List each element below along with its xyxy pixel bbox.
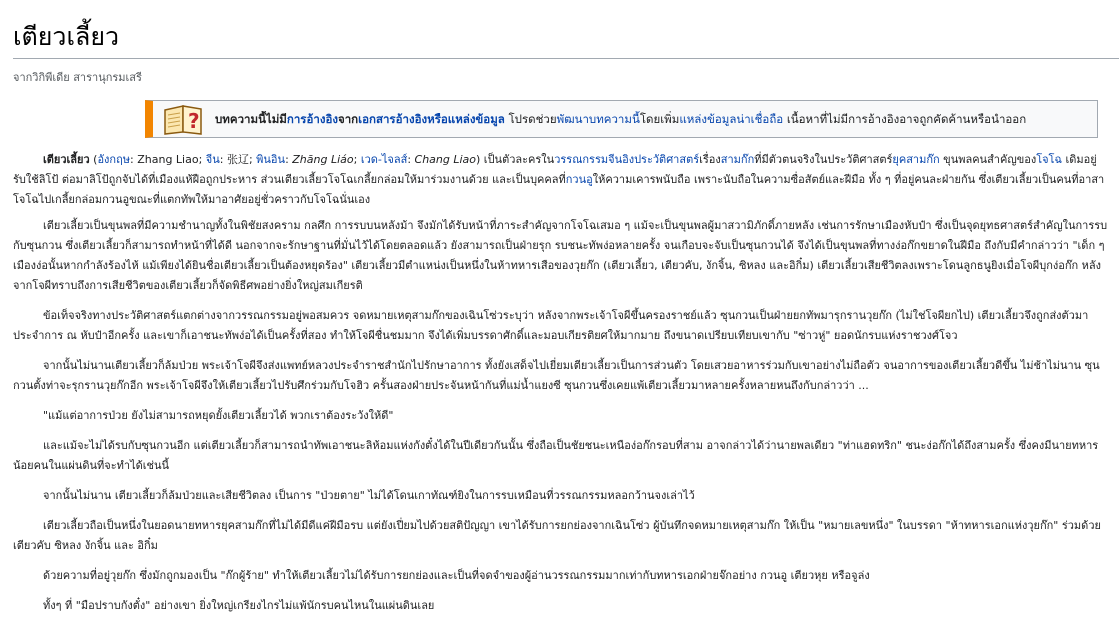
text-run: ให้ความเคารพนับถือ เพราะนับถือในความซื่อสัตย์และฝีมือ ทั้ง ๆ ที่อยู่คนละฝ่ายกัน ซึ่งเตียวเลี้ยวเป็นคนที่อาสาโจโฉไปเกลี้ยกล่อมกวนอูขณะที่แตกทัพให้มาอาศัยอยู่ชั่วคราวกับโจโฉนั่นเอง [13, 173, 1105, 206]
intro-paragraph [13, 150, 1109, 210]
reliable-sources-link[interactable]: แหล่งข้อมูลน่าเชื่อถือ [679, 112, 784, 126]
english-language-link[interactable]: อังกฤษ [97, 153, 131, 166]
notice-text-part: จาก [337, 112, 359, 126]
article-paragraph: ด้วยความที่อยู่วุยก๊ก ซึ่งมักถูกมองเป็น "ก๊กผู้ร้าย" ทำให้เตียวเลี้ยวไม่ได้รับการยกย่องและเป็นที่จดจำของผู้อ่านวรรณกรรมมากเท่ากับทหารเอกฝ่ายจ๊กอย่าง กวนอู เตียวหุย หรือจูล่ง [43, 569, 870, 582]
text-run: ( [89, 153, 98, 166]
text-run: : Zhang Liao; [130, 153, 206, 166]
article-paragraph: และแม้จะไม่ได้รบกับซุนกวนอีก แต่เตียวเลี้ยวก็สามารถนำทัพเอาชนะลิห้อมแห่งกังตั๋งได้ในปีเดียวกันนั้น ซึ่งถือเป็นชัยชนะเหนือง่อก๊กรอบที่สาม อาจกล่าวได้ว่านายพลเดียว "ท่าแฮดทริก" ชนะง่อก๊กได้ถึงสามครั้ง ซึ่งคงมีนายทหารน้อยคนในแผ่นดินที่จะทำได้เช่นนี้ [13, 439, 1099, 472]
book-question-icon [161, 102, 207, 136]
text-run: เดิมอยู่รับใช้ลิโป้ ต่อมาลิโป้ถูกจับได้ที่เมืองแห้ฝือถูกประหาร ส่วนเตียวเลี้ยวโจโฉเกลี้ยกล่อมให้มาร่วมงานด้วย และเป็นบุคคลที่ [13, 153, 1097, 186]
references-link[interactable]: เอกสารอ้างอิงหรือแหล่งข้อมูล [358, 112, 505, 126]
article-paragraph: จากนั้นไม่นานเตียวเลี้ยวก็ล้มป่วย พระเจ้าโจผีจึงส่งแพทย์หลวงประจำราชสำนักไปรักษาอาการ ทั้งยังเสด็จไปเยี่ยมเตียวเลี้ยวเป็นการส่วนตัว โดยเสวยอาหารร่วมกับเขาอย่างไม่ถือตัว จนอาการของเตียวเลี้ยวดีขึ้น ไม่ช้าไม่นาน ซุนกวนตั้งท่าจะรุกรานวุยก๊กอีก พระเจ้าโจผีจึงให้เตียวเลี้ยวไปรับศึกร่วมกับโจฮิว ครั้นสองฝ่ายประจันหน้ากันที่แม่น้ำแยงซี ซุนกวนซึ่งเคยแพ้เตียวเลี้ยวมาหลายครั้งหลายหนถึงกับกล่าวว่า ... [13, 359, 1100, 392]
chinese-historical-fiction-link[interactable]: วรรณกรรมจีนอิงประวัติศาสตร์ [554, 153, 700, 166]
text-run: เรื่อง [699, 153, 721, 166]
text-run: : 张辽; [219, 153, 257, 166]
citation-link[interactable]: การอ้างอิง [286, 112, 338, 126]
article-paragraph: เตียวเลี้ยวเป็นขุนพลที่มีความชำนาญทั้งในพิชัยสงคราม กลศึก การรบบนหลังม้า จึงมักได้รับหน้าที่ภาระสำคัญจากโจโฉเสมอ ๆ แม้จะเป็นขุนพลผู้มาสวามิภักดิ์ภายหลัง เช่นการรักษาเมืองหับป๋า ซึ่งเป็นจุดยุทธศาสตร์สำคัญในการรบกับซุนกวน ซึ่งเตียวเลี้ยวก็สามารถทำหน้าที่ได้ดี นอกจากจะรักษาฐานที่มั่นไว้ได้โดยตลอดแล้ว ยังสามารถเป็นฝ่ายรุก รบชนะทัพง่อหลายครั้ง จนเกือบจะจับเป็นซุนกวนได้ จึงได้เป็นขุนพลที่ทางง่อก๊กขยาดในฝีมือ ถึงกับมีคำกล่าวว่า "เด็ก ๆ เมืองง่อนั้นหากกำลังร้องไห้ แม้เพียงได้ยินชื่อเตียวเลี้ยวเป็นต้องหยุดร้อง" เตียวเลี้ยวมีตำแหน่งเป็นหนึ่งในห้าทหารเสือของวุยก๊ก (เตียวเลี้ยว, เตียวคับ, งักจิ้น, ซิหลง และอิกิ๋ม) เตียวเลี้ยวเสียชีวิตลงเพราะโดนลูกธนูยิงเมื่อโจผีบุกง่อก๊ก หลังจากโจผีทราบถึงการเสียชีวิตของเตียวเลี้ยวก็จัดพิธีศพอย่างยิ่งใหญ่สมเกียรติ [13, 219, 1108, 292]
cao-cao-link[interactable]: โจโฉ [1036, 153, 1062, 166]
wade-giles-text: Chang Liao [414, 153, 477, 166]
sam-kok-link[interactable]: สามก๊ก [720, 153, 755, 166]
notice-text [215, 111, 1091, 127]
notice-text-part: โดยเพิ่ม [639, 112, 680, 126]
text-run: : [407, 153, 415, 166]
article-paragraph: "แม้แต่อาการป่วย ยังไม่สามารถหยุดยั้งเตียวเลี้ยวได้ พวกเราต้องระวังให้ดี" [43, 409, 394, 422]
article-paragraph: ทั้งๆ ที่ "มือปราบกังตั๋ง" อย่างเขา ยิ่งใหญ่เกรียงไกรไม่แพ้นักรบคนไหนในแผ่นดินเลย [43, 599, 435, 612]
text-run: ) เป็นตัวละครใน [476, 153, 555, 166]
title-divider [13, 58, 1119, 59]
pinyin-text: Zhāng Liáo [292, 153, 354, 166]
text-run: ขุนพลคนสำคัญของ [939, 153, 1037, 166]
pinyin-link[interactable]: พินอิน [256, 153, 286, 166]
text-run: ; [353, 153, 361, 166]
improve-article-link[interactable]: พัฒนาบทความนี้ [556, 112, 640, 126]
text-run: : [285, 153, 293, 166]
page-title: เตียวเลี้ยว [13, 22, 120, 51]
three-kingdoms-era-link[interactable]: ยุคสามก๊ก [892, 153, 940, 166]
article-paragraph: จากนั้นไม่นาน เตียวเลี้ยวก็ล้มป่วยและเสียชีวิตลง เป็นการ "ป่วยตาย" ไม่ได้โดนเกาทัณฑ์ยิงในการรบเหมือนที่วรรณกรรมหลอกว้านจงเล่าไว้ [43, 489, 695, 502]
chinese-language-link[interactable]: จีน [205, 153, 220, 166]
site-tagline: จากวิกิพีเดีย สารานุกรมเสรี [13, 71, 142, 84]
no-references-notice [145, 100, 1098, 138]
article-paragraph: ข้อเท็จจริงทางประวัติศาสตร์แตกต่างจากวรรณกรรมอยู่พอสมควร จดหมายเหตุสามก๊กของเฉินโซ่วระบุว่า หลังจากพระเจ้าโจผีขึ้นครองราชย์แล้ว ซุนกวนเป็นฝ่ายยกทัพมารุกรานวุยก๊ก (ไม่ใช่โจผียกไป) เตียวเลี้ยวจึงถูกส่งตัวมาประจำการ ณ หับป๋าอีกครั้ง และเขาก็เอาชนะทัพง่อได้เป็นครั้งที่สอง ทำให้โจผีชื่นชมมาก จึงได้เพิ่มบรรดาศักดิ์และมอบเกียรติยศให้มากมาย ถึงขนาดเปรียบเทียบเขากับ "ซ่าวหู่" ยอดนักรบแห่งราชวงศ์โจว [13, 309, 1089, 342]
svg-text:?: ? [188, 109, 200, 133]
article-body [13, 150, 1109, 626]
notice-text-part: โปรดช่วย [504, 112, 557, 126]
subject-name: เตียวเลี้ยว [43, 153, 90, 166]
guan-yu-link[interactable]: กวนอู [565, 173, 593, 186]
notice-text-part: เนื้อหาที่ไม่มีการอ้างอิงอาจถูกคัดค้านหรือนำออก [783, 112, 1027, 126]
text-run: ที่มีตัวตนจริงในประวัติศาสตร์ [754, 153, 893, 166]
wade-giles-link[interactable]: เวด-ไจลส์ [360, 153, 408, 166]
article-paragraph: เตียวเลี้ยวถือเป็นหนึ่งในยอดนายทหารยุคสามก๊กที่ไม่ได้มีดีแค่ฝีมือรบ แต่ยังเปี่ยมไปด้วยสติปัญญา เขาได้รับการยกย่องจากเฉินโซ่ว ผู้บันทึกจดหมายเหตุสามก๊ก ให้เป็น "หมายเลขหนึ่ง" ในบรรดา "ห้าทหารเอกแห่งวุยก๊ก" ร่วมด้วย เตียวคับ ซิหลง งักจิ้น และ อิกิ๋ม [13, 519, 1101, 552]
notice-text-part: บทความนี้ไม่มี [215, 112, 287, 126]
